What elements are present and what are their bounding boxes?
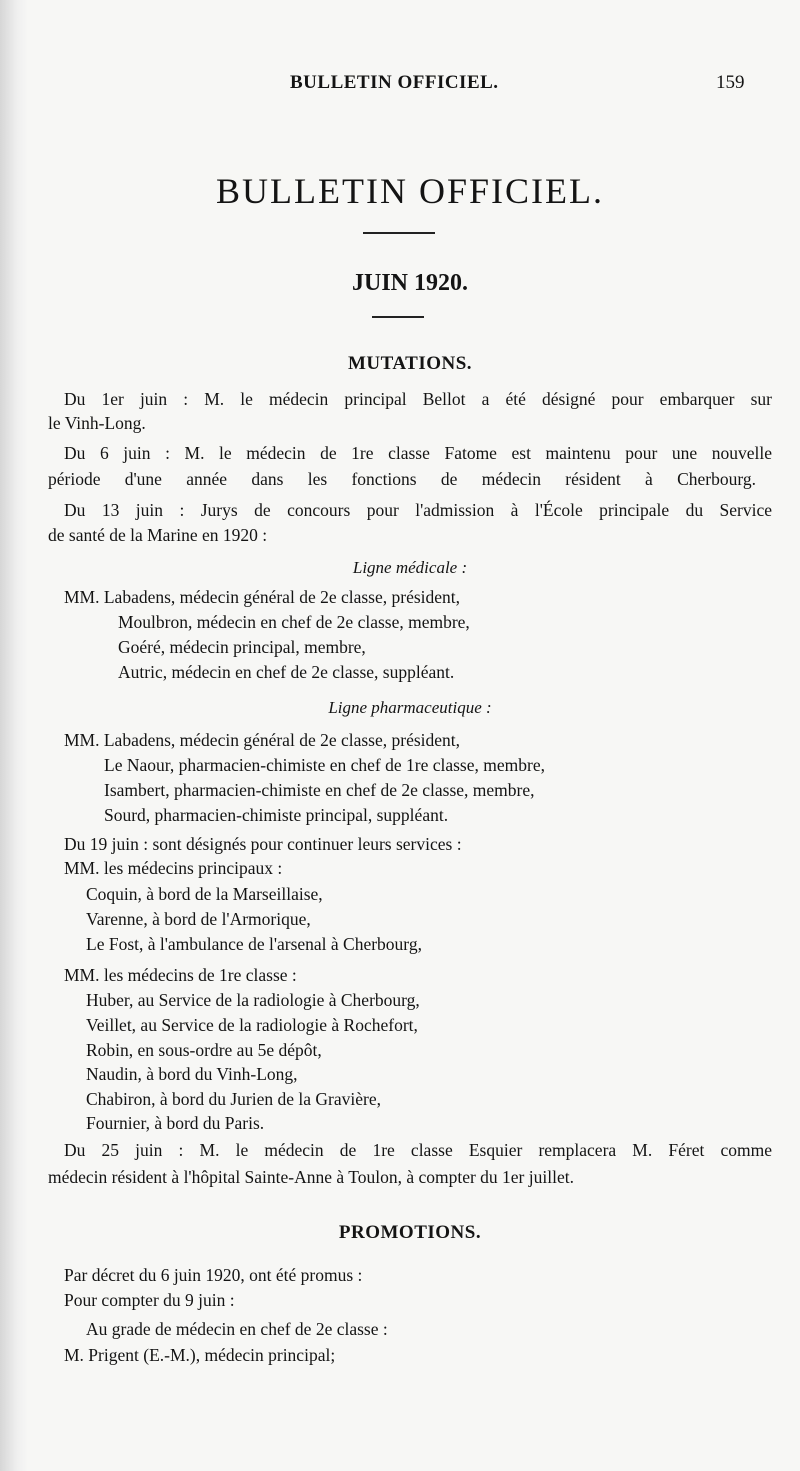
divider-rule <box>363 232 435 234</box>
page-title: BULLETIN OFFICIEL. <box>216 171 604 211</box>
text-line: Pour compter du 9 juin : <box>64 1290 235 1310</box>
text-line: de santé de la Marine en 1920 : <box>48 525 268 545</box>
text-line: MM. les médecins de 1re classe : <box>64 965 297 985</box>
jury-member: Le Naour, pharmacien-chimiste en chef de 1re classe, membre, <box>104 755 545 775</box>
text-line: Au grade de médecin en chef de 2e classe : <box>86 1319 388 1339</box>
text-line: médecin résident à l'hôpital Sainte-Anne à Toulon, à compter du 1er juillet. <box>48 1167 574 1187</box>
date-heading: JUIN 1920. <box>351 270 468 296</box>
assignment-item: Fournier, à bord du Paris. <box>86 1113 265 1133</box>
subheading-ligne-pharmaceutique: Ligne pharmaceutique : <box>328 698 492 717</box>
text-line: période d'une année dans les fonctions de médecin résident à Cherbourg. <box>48 469 756 489</box>
text-line: MM. les médecins principaux : <box>64 858 283 878</box>
page-number: 159 <box>716 72 745 93</box>
text-line: Par décret du 6 juin 1920, ont été promus : <box>64 1265 363 1285</box>
jury-member: Sourd, pharmacien-chimiste principal, suppléant. <box>104 805 449 825</box>
text-line: Du 19 juin : sont désignés pour continuer leurs services : <box>64 834 462 854</box>
jury-member: Goéré, médecin principal, membre, <box>118 637 366 657</box>
section-heading-promotions: PROMOTIONS. <box>338 1222 482 1243</box>
assignment-item: Le Fost, à l'ambulance de l'arsenal à Cherbourg, <box>86 934 422 954</box>
assignment-item: Huber, au Service de la radiologie à Cherbourg, <box>86 990 420 1010</box>
text-line: Du 13 juin : Jurys de concours pour l'admission à l'École principale du Service <box>64 500 772 520</box>
assignment-item: Chabiron, à bord du Jurien de la Gravière, <box>86 1089 381 1109</box>
assignment-item: Coquin, à bord de la Marseillaise, <box>86 884 323 904</box>
section-heading-mutations: MUTATIONS. <box>347 353 473 374</box>
text-line: Du 6 juin : M. le médecin de 1re classe Fatome est maintenu pour une nouvelle <box>64 443 772 463</box>
text-line: Du 25 juin : M. le médecin de 1re classe Esquier remplacera M. Féret comme <box>64 1140 772 1160</box>
jury-member: MM. Labadens, médecin général de 2e classe, président, <box>64 587 461 607</box>
assignment-item: Naudin, à bord du Vinh-Long, <box>86 1064 298 1084</box>
assignment-item: Varenne, à bord de l'Armorique, <box>86 909 311 929</box>
text-line: le Vinh-Long. <box>48 413 146 433</box>
jury-member: MM. Labadens, médecin général de 2e classe, président, <box>64 730 461 750</box>
assignment-item: Veillet, au Service de la radiologie à Rochefort, <box>86 1015 418 1035</box>
jury-member: Autric, médecin en chef de 2e classe, suppléant. <box>118 662 455 682</box>
jury-member: Isambert, pharmacien-chimiste en chef de 2e classe, membre, <box>104 780 535 800</box>
running-header-title: BULLETIN OFFICIEL. <box>290 72 499 93</box>
text-line: M. Prigent (E.-M.), médecin principal; <box>64 1345 336 1365</box>
text-line: Du 1er juin : M. le médecin principal Bellot a été désigné pour embarquer sur <box>64 389 772 409</box>
subheading-ligne-medicale: Ligne médicale : <box>352 558 468 577</box>
divider-rule <box>372 316 424 318</box>
assignment-item: Robin, en sous-ordre au 5e dépôt, <box>86 1040 322 1060</box>
page-edge-shadow <box>0 0 28 1471</box>
jury-member: Moulbron, médecin en chef de 2e classe, membre, <box>118 612 470 632</box>
